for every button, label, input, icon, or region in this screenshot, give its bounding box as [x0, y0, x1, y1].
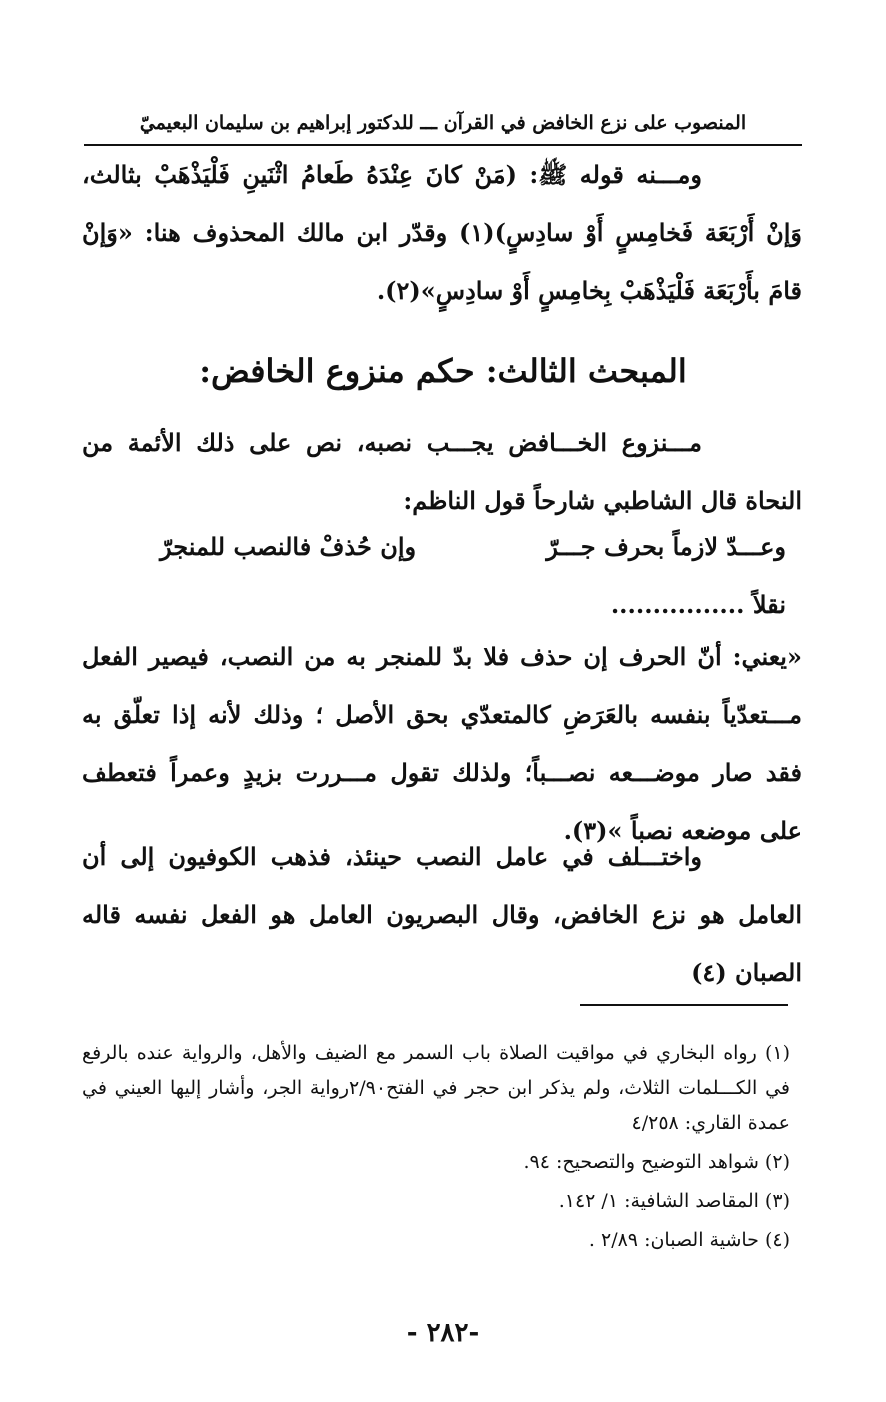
section-title: المبحث الثالث: حكم منزوع الخافض:: [199, 352, 687, 390]
page-number: -٢٨٢ -: [406, 1318, 480, 1348]
footnote-separator: [580, 1004, 788, 1006]
footnote-4: (٤) حاشية الصبان: ٢/٨٩ .: [588, 1229, 790, 1251]
paragraph-text: «يعني: أنّ الحرف إن حذف فلا بدّ للمنجر به من النصب، فيصير الفعل مـــتعدّياً بنفسه بالعَرَضِ كالمتعدّي بحق الأصل ؛ وذلك لأنه إذا تعلّق به فقد صار موضـــعه نصـــباً؛ ولذلك تقول مـــررت بزيدٍ وعمراً فتعطف على موضعه نصباً »(٣).: [82, 642, 802, 845]
footnote-1: (١) رواه البخاري في مواقيت الصلاة باب السمر مع الضيف والأهل، والرواية عنده بالرفع في الكـــلمات الثلاث، ولم يذكر ابن حجر في الفتح٢/٩٠رواية الجر، وأشار إليها العيني في عمدة القاري: ٤/٢٥٨: [82, 1042, 791, 1134]
running-head: المنصوب على نزع الخافض في القرآن ـــ للدكتور إبراهيم بن سليمان البعيميّ: [139, 112, 747, 134]
paragraph-text: مـــنزوع الخـــافض يجـــب نصبه، نص على ذلك الأئمة من النحاة قال الشاطبي شارحاً قول الناظم:: [82, 428, 802, 515]
footnotes: [82, 1036, 790, 1262]
footnote-2: (٢) شواهد التوضيح والتصحيح: ٩٤.: [523, 1151, 790, 1173]
paragraph-quotation: [82, 628, 802, 860]
paragraph-text: ومـــنه قوله ﷺ: (مَنْ كانَ عِنْدَهُ طَعامُ اثْنَينِ فَلْيَذْهَبْ بثالث، وَإنْ أَرْبَعَة فَخامِسٍ أَوْ سادِسٍ)(١) وقدّر ابن مالك المحذوف هنا: «وَإنْ قامَ بأَرْبَعَة فَلْيَذْهَبْ بِخامِسٍ أَوْ سادِسٍ»(٢).: [82, 160, 802, 305]
paragraph-text: واختـــلف في عامل النصب حينئذ، فذهب الكوفيون إلى أن العامل هو نزع الخافض، وقال البصريون العامل هو الفعل نفسه قاله الصبان (٤): [82, 842, 802, 987]
poetry-verse: [160, 518, 786, 634]
verse-hemistich-first: وعـــدّ لازماً بحرف جـــرّ: [546, 532, 786, 561]
paragraph-intro: [82, 414, 802, 530]
footnote-3: (٣) المقاصد الشافية: ١/ ١٤٢.: [558, 1190, 790, 1212]
paragraph-disagreement: [82, 828, 802, 1002]
verse-hemistich-second: وإن حُذفْ فالنصب للمنجرّ: [160, 532, 417, 561]
verse-line-continuation: نقلاً ................: [610, 590, 786, 619]
verse-line: [160, 518, 786, 576]
paragraph-hadith: [82, 146, 802, 320]
